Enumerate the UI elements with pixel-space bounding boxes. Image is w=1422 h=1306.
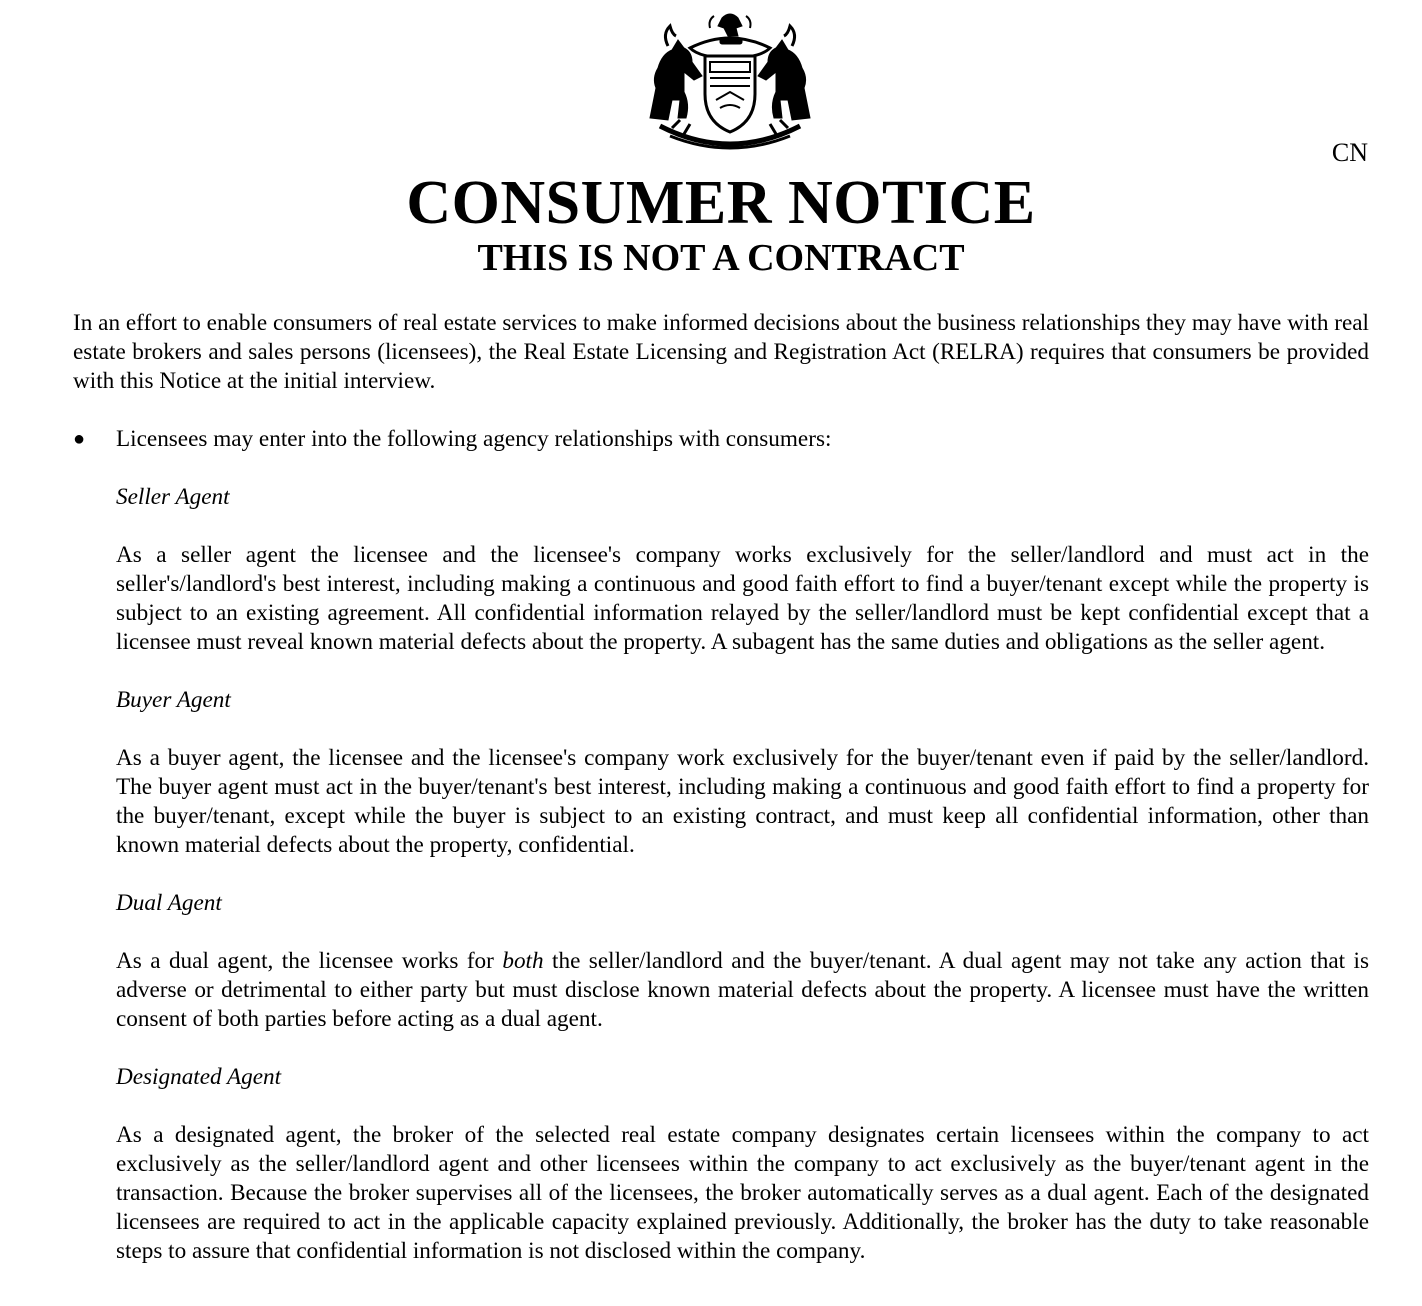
agent-description-part: As a dual agent, the licensee works for [116,948,503,974]
coat-of-arms-seal [630,8,830,156]
page-title: CONSUMER NOTICE [406,169,1036,237]
intro-paragraph: In an effort to enable consumers of real estate services to make informed decisions about the business relationships they may have with real estate brokers and sales persons (licensees), the Real Estate Licensing and Registration Act (RELRA) requires that consumers be provided with this Notice at the initial interview. [73,310,1369,394]
agent-section-dual [116,889,1369,1034]
page-subtitle: THIS IS NOT A CONTRACT [477,237,965,279]
agent-heading: Buyer Agent [116,687,231,713]
agent-description: As a designated agent, the broker of the selected real estate company designates certain licensees within the company to act exclusively as the seller/landlord agent and other licensees within the company to act exclusively as the buyer/tenant agent in the transaction. Because the broker supervises all of the licensees, the broker automatically serves as a dual agent. Each of the designated licensees are required to act in the applicable capacity explained previously. Additionally, the broker has the duty to take reasonable steps to assure that confidential information is not disclosed within the company. [116,1122,1369,1264]
agent-heading: Designated Agent [116,1064,282,1090]
notice-content [73,309,1369,1266]
agent-heading: Dual Agent [116,890,222,916]
agent-list [73,483,1369,1266]
agent-heading: Seller Agent [116,484,230,510]
bullet-item [73,425,1369,454]
agent-description-part: the seller/landlord and the buyer/tenant. A dual agent may not take any action that is adverse or detrimental to either party but must disclose known material defects about the property. A licensee must have the written consent of both parties before acting as a dual agent. [116,948,1369,1032]
form-code: CN [1331,138,1368,167]
agent-description: As a seller agent the licensee and the licensee's company works exclusively for the seller/landlord and must act in the seller's/landlord's best interest, including making a continuous and good faith effort to find a buyer/tenant except while the property is subject to an existing agreement. All confidential information relayed by the seller/landlord must be kept confidential except that a licensee must reveal known material defects about the property. A subagent has the same duties and obligations as the seller agent. [116,542,1369,655]
bullet-text: Licensees may enter into the following agency relationships with consumers: [116,426,832,452]
agent-description-emphasis: both [502,948,544,974]
agent-description [116,947,1369,1034]
bullet-icon: ● [73,428,86,450]
agent-section-buyer [116,686,1369,860]
agent-section-seller [116,483,1369,657]
agent-section-designated [116,1063,1369,1266]
agent-description: As a buyer agent, the licensee and the licensee's company work exclusively for the buyer/tenant even if paid by the seller/landlord. The buyer agent must act in the buyer/tenant's best interest, including making a continuous and good faith effort to find a property for the buyer/tenant, except while the buyer is subject to an existing contract, and must keep all confidential information, other than known material defects about the property, confidential. [116,745,1369,858]
